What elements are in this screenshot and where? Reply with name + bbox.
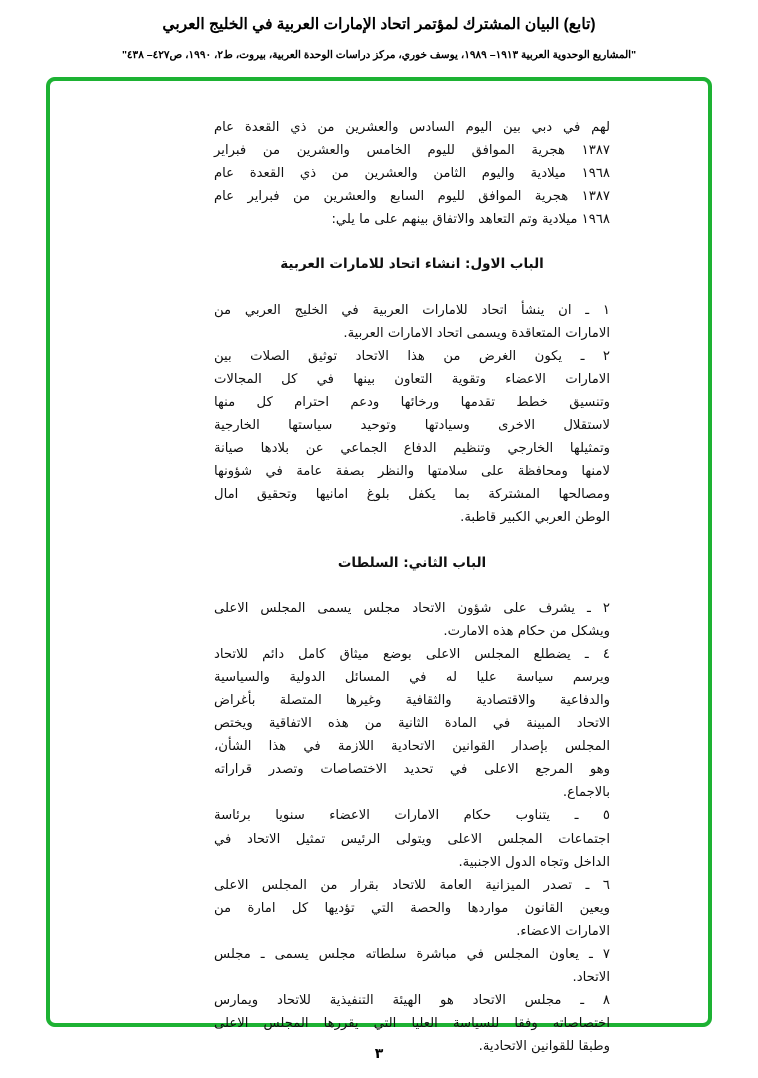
text-line: ٨ ـ مجلس الاتحاد هو الهيئة التنفيذية للاتحاد ويمارس — [214, 993, 610, 1009]
text-line: اجتماعات المجلس الاعلى ويتولى الرئيس تمثيل الاتحاد في — [214, 831, 610, 847]
text-line: ومصالحها المشتركة بما يكفل بلوغ امانيها وتحقيق امال — [214, 487, 610, 503]
article-6 — [214, 874, 610, 943]
text-line: وهو المرجع الاعلى في تحديد الاختصاصات وتصدر قراراته — [214, 762, 610, 778]
text-line: ٥ ـ يتناوب حكام الامارات الاعضاء سنويا برئاسة — [214, 808, 610, 824]
preamble — [214, 116, 610, 231]
text-line: ٢ ـ يكون الغرض من هذا الاتحاد توثيق الصلات بين — [214, 348, 610, 364]
text-line: ويرسم سياسة عليا له في المسائل الدولية والسياسية — [214, 669, 610, 685]
text-line: وتمثيلها الخارجي وتنظيم الدفاع الجماعي عن بلادها صيانة — [214, 441, 610, 457]
text-line: ويشكل من حكام هذه الامارت. — [443, 623, 610, 639]
text-line: لاستقلال الاخرى وسيادتها وتوحيد سياستها الخارجية — [214, 418, 610, 434]
text-line: ٤ ـ يضطلع المجلس الاعلى بوضع ميثاق كامل دائم للاتحاد — [214, 646, 610, 662]
chapter-1 — [214, 253, 610, 529]
text-line: ٧ ـ يعاون المجلس في مباشرة سلطاته مجلس يسمى ـ مجلس — [214, 947, 610, 962]
text-line: بالاجماع. — [562, 785, 610, 801]
document-title: (تابع) البيان المشترك لمؤتمر اتحاد الإمارات العربية في الخليج العربي — [162, 16, 596, 33]
text-line: اختصاصاته وفقا للسياسة العليا التي يقررها المجلس الاعلى — [214, 1016, 610, 1032]
text-line: ٦ ـ تصدر الميزانية العامة للاتحاد بقرار من المجلس الاعلى — [214, 877, 610, 893]
article-2 — [214, 345, 610, 530]
document-body — [214, 116, 610, 1058]
text-line: المجلس بإصدار القوانين الاتحادية اللازمة في هذا الشأن، — [214, 739, 610, 755]
text-line: ١٣٨٧ هجرية الموافق لليوم السابع والعشرين من فبراير عام — [214, 189, 610, 205]
text-line: الامارات المتعاقدة ويسمى اتحاد الامارات العربية. — [343, 325, 610, 341]
source-citation: "المشاريع الوحدوية العربية ١٩١٣– ١٩٨٩، يوسف خوري، مركز دراسات الوحدة العربية، بيروت، ط٢، ١٩٩٠، ص٤٢٧– ٤٣٨" — [121, 49, 637, 61]
article-5 — [214, 804, 610, 873]
article-3 — [214, 597, 610, 643]
text-line: ويعين القانون مواردها والحصة التي تؤديها كل امارة من — [214, 900, 610, 916]
text-line: لهم في دبي بين اليوم السادس والعشرين من ذي القعدة عام — [214, 120, 610, 135]
text-line: الاتحاد المبينة في المادة الثانية من هذه الاتفاقية ويختص — [214, 716, 610, 732]
article-1 — [214, 299, 610, 345]
text-line: الامارات الاعضاء. — [516, 923, 610, 939]
text-line: ١٣٨٧ هجرية الموافق لليوم الخامس والعشرين من فبراير — [214, 143, 610, 159]
text-line: ٢ ـ يشرف على شؤون الاتحاد مجلس يسمى المجلس الاعلى — [214, 600, 610, 616]
chapter-2 — [214, 552, 610, 1059]
chapter-heading: الباب الثاني: السلطات — [337, 554, 487, 571]
text-line: ١ ـ ان ينشأ اتحاد للامارات العربية في الخليج العربي من — [214, 302, 610, 318]
page-number: ٣ — [374, 1046, 384, 1062]
text-line: الوطن العربي الكبير قاطبة. — [460, 510, 610, 526]
article-7 — [214, 943, 610, 989]
text-line: وطبقا للقوانين الاتحادية. — [478, 1039, 610, 1055]
chapter-heading: الباب الاول: انشاء اتحاد للامارات العربية — [280, 256, 544, 273]
page-header — [0, 14, 758, 63]
text-line: الامارات الاعضاء وتقوية التعاون بينها في كل المجالات — [214, 371, 610, 387]
text-line: لامنها ومحافظة على سلامتها والنظر بصفة عامة في شؤونها — [214, 464, 610, 480]
text-line: وتنسيق خطط تقدمها ورخائها ودعم احترام كل منها — [214, 394, 610, 410]
text-line: ١٩٦٨ ميلادية واليوم الثامن والعشرين من ذي القعدة عام — [214, 166, 610, 182]
text-line: ١٩٦٨ ميلادية وتم التعاهد والاتفاق بينهم على ما يلي: — [331, 212, 610, 228]
text-line: الاتحاد. — [572, 970, 610, 986]
text-line: الداخل وتجاه الدول الاجنبية. — [458, 854, 610, 870]
text-line: والدفاعية والاقتصادية والثقافية وغيرها المتصلة بأغراض — [214, 692, 610, 708]
article-4 — [214, 643, 610, 805]
